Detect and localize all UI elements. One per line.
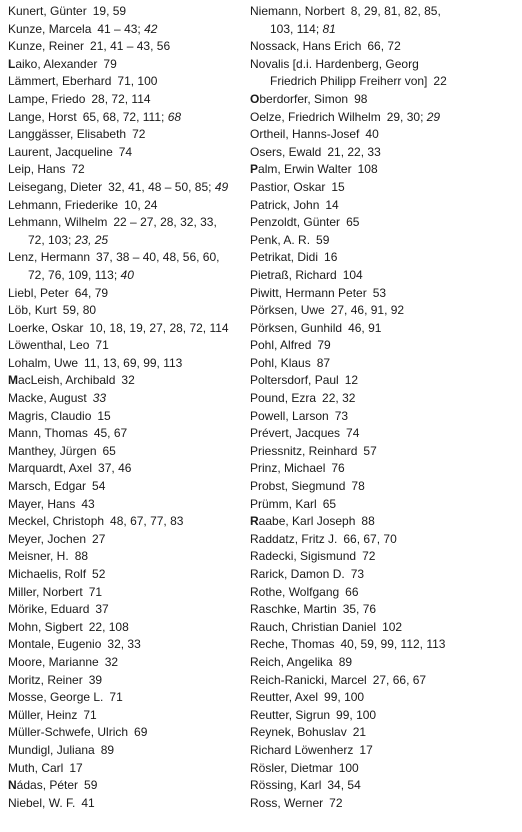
entry-name: Prümm, Karl: [250, 496, 317, 511]
entry-pages: 59: [316, 232, 330, 247]
section-initial-letter: P: [250, 162, 259, 177]
index-entry: [8, 478, 243, 496]
entry-pages: 57: [363, 443, 377, 458]
entry-name: Pohl, Klaus: [250, 355, 311, 370]
entry-pages: 73: [350, 567, 365, 581]
entry-name: Prinz, Michael: [250, 461, 326, 476]
entry-name: Lampe, Friedo: [8, 91, 86, 106]
entry-pages: 66, 67, 70: [343, 531, 397, 546]
entry-name: Lenz, Hermann: [8, 250, 91, 265]
index-entry: [8, 777, 243, 795]
entry-pages: 100: [338, 760, 359, 775]
section-initial-letter: R: [250, 514, 259, 529]
entry-pages: 71: [88, 584, 103, 599]
entry-name: Montale, Eugenio: [8, 637, 102, 652]
entry-name: Lehmann, Friederike: [8, 197, 119, 212]
entry-pages: 35, 76: [342, 602, 377, 617]
entry-name: Miller, Norbert: [8, 584, 83, 599]
entry-pages: 39: [88, 672, 103, 687]
index-entry: [250, 760, 518, 778]
entry-pages: 72: [329, 795, 343, 810]
entry-pages: 98: [354, 91, 368, 106]
entry-pages: 74: [118, 144, 133, 159]
entry-pages: 59, 80: [62, 303, 97, 318]
index-entry: [250, 724, 518, 742]
entry-pages: 32: [104, 654, 119, 669]
entry-name: Leip, Hans: [8, 162, 66, 177]
entry-pages: 29, 30;: [386, 109, 424, 124]
entry-name: Lehmann, Wilhelm: [8, 215, 108, 230]
entry-pages: 78: [351, 479, 365, 494]
index-entry: [250, 654, 518, 672]
index-entry: [250, 197, 518, 215]
entry-name: Reutter, Axel: [250, 690, 319, 705]
entry-name: Rauch, Christian Daniel: [250, 619, 377, 634]
index-entry: [250, 478, 518, 496]
entry-pages: 8, 29, 81, 82, 85,: [350, 4, 441, 18]
index-entry: [250, 408, 518, 426]
index-entry: [250, 689, 518, 707]
entry-pages-italic: 42: [144, 21, 158, 36]
entry-pages: 21, 41 – 43, 56: [90, 39, 171, 54]
index-entry: [8, 372, 243, 390]
index-entry: [250, 3, 518, 21]
index-entry: [250, 320, 518, 338]
entry-pages: 99, 100: [336, 707, 377, 722]
entry-pages: 99, 100: [324, 690, 365, 705]
index-entry: [250, 672, 518, 690]
entry-pages: 10, 18, 19, 27, 28, 72, 114: [89, 320, 229, 335]
index-entry: [8, 724, 243, 742]
entry-pages: 37: [95, 602, 109, 617]
entry-pages: 104: [342, 267, 363, 282]
index-entry: [250, 372, 518, 390]
entry-pages: 22 – 27, 28, 32, 33,: [113, 215, 217, 230]
entry-name: Rarick, Damon D.: [250, 567, 345, 581]
entry-name: Penk, A. R.: [250, 232, 311, 247]
entry-name: Kunert, Günter: [8, 4, 87, 18]
entry-name: Patrick, John: [250, 197, 320, 212]
entry-pages: 69: [134, 725, 148, 740]
index-entry: [8, 795, 243, 813]
entry-pages: 21, 22, 33: [327, 144, 381, 159]
entry-pages-italic: 40: [120, 267, 134, 282]
index-entry: [8, 337, 243, 355]
entry-name: Moritz, Reiner: [8, 672, 83, 687]
entry-name: Kunze, Reiner: [8, 39, 85, 54]
entry-name: Laurent, Jacqueline: [8, 144, 113, 159]
index-entry: [250, 267, 518, 285]
index-column-right: [250, 3, 518, 812]
entry-name: Löb, Kurt: [8, 303, 57, 318]
entry-pages: 11, 13, 69, 99, 113: [84, 355, 183, 370]
index-entry: [8, 566, 243, 584]
entry-name: Mayer, Hans: [8, 496, 76, 511]
entry-name: Pohl, Alfred: [250, 338, 312, 353]
entry-pages: 72: [71, 162, 85, 177]
entry-name: Leisegang, Dieter: [8, 179, 103, 194]
index-entry: [250, 161, 518, 179]
entry-pages: 17: [69, 760, 83, 775]
index-entry: [8, 161, 243, 179]
index-entry: [8, 214, 243, 232]
index-entry: [8, 109, 243, 127]
entry-pages: 15: [331, 179, 345, 194]
index-entry: [8, 73, 243, 91]
entry-pages: 41: [81, 795, 95, 810]
entry-name: Petrikat, Didi: [250, 250, 319, 265]
entry-pages: 88: [361, 514, 375, 529]
index-entry: [250, 531, 518, 549]
index-entry: [250, 144, 518, 162]
entry-name: berdorfer, Simon: [259, 91, 349, 106]
entry-name: Müller-Schwefe, Ulrich: [8, 725, 129, 740]
entry-name: Marquardt, Axel: [8, 461, 93, 476]
entry-pages: 22: [433, 74, 447, 89]
index-entry-continuation: [250, 73, 518, 91]
entry-name: Powell, Larson: [250, 408, 329, 423]
index-entry: [250, 443, 518, 461]
entry-pages: 65: [346, 215, 360, 230]
entry-name: Meckel, Christoph: [8, 514, 105, 529]
index-entry: [8, 636, 243, 654]
entry-pages: 40: [365, 127, 379, 142]
entry-name: Raddatz, Fritz J.: [250, 531, 338, 546]
index-entry: [250, 601, 518, 619]
index-entry: [8, 3, 243, 21]
entry-pages: 46, 91: [348, 320, 382, 335]
entry-name: Niebel, W. F.: [8, 795, 76, 810]
entry-name: Mann, Thomas: [8, 426, 88, 441]
entry-pages: 52: [92, 567, 106, 581]
entry-pages-italic: 81: [322, 21, 336, 36]
index-entry: [8, 197, 243, 215]
entry-pages: 89: [338, 654, 353, 669]
entry-name: alm, Erwin Walter: [258, 162, 352, 177]
section-initial-letter: L: [8, 56, 16, 71]
entry-name: Pastior, Oskar: [250, 179, 326, 194]
section-initial-letter: N: [8, 778, 17, 793]
entry-pages: 71: [95, 338, 109, 353]
entry-pages: 48, 67, 77, 83: [110, 514, 184, 529]
entry-name: Rothe, Wolfgang: [250, 584, 340, 599]
index-entry: [250, 636, 518, 654]
index-entry: [8, 390, 243, 408]
index-entry: [8, 689, 243, 707]
entry-pages: 64, 79: [74, 285, 109, 300]
entry-name: ádas, Péter: [16, 778, 79, 793]
entry-pages: 34, 54: [327, 778, 361, 793]
entry-pages-italic: 23, 25: [74, 232, 109, 247]
entry-pages: 65: [102, 443, 116, 458]
entry-pages-italic: 29: [426, 109, 441, 124]
entry-pages: 89: [100, 742, 115, 757]
entry-pages: 66: [345, 584, 359, 599]
entry-continuation-text: 72, 103;: [28, 232, 72, 247]
index-entry: [8, 513, 243, 531]
entry-pages: 32: [121, 373, 135, 388]
entry-pages: 12: [344, 373, 359, 388]
entry-name: Rösler, Dietmar: [250, 760, 333, 775]
entry-pages: 27, 46, 91, 92: [330, 303, 405, 318]
index-entry: [250, 302, 518, 320]
index-entry: [8, 179, 243, 197]
entry-name: Magris, Claudio: [8, 408, 92, 423]
entry-name: Osers, Ewald: [250, 144, 322, 159]
entry-pages: 19, 59: [92, 4, 127, 18]
index-entry: [8, 601, 243, 619]
section-initial-letter: O: [250, 91, 260, 106]
index-entry: [8, 760, 243, 778]
index-entry: [8, 56, 243, 74]
entry-name: aiko, Alexander: [15, 56, 98, 71]
index-entry-continuation: [8, 267, 243, 285]
entry-name: Liebl, Peter: [8, 285, 69, 300]
entry-name: Raschke, Martin: [250, 602, 337, 617]
index-column-left: [8, 3, 243, 812]
index-entry: [250, 355, 518, 373]
index-entry: [8, 126, 243, 144]
entry-pages: 71: [109, 690, 123, 705]
entry-pages: 53: [372, 285, 387, 300]
index-entry: [8, 249, 243, 267]
index-entry: [250, 126, 518, 144]
entry-pages: 14: [325, 197, 339, 212]
entry-pages: 72: [132, 127, 146, 142]
entry-name: Mosse, George L.: [8, 690, 104, 705]
entry-name: Reich-Ranicki, Marcel: [250, 672, 367, 687]
index-entry: [250, 249, 518, 267]
index-entry: [250, 214, 518, 232]
entry-name: Moore, Marianne: [8, 654, 99, 669]
entry-pages: 108: [357, 162, 378, 177]
index-entry: [8, 531, 243, 549]
entry-pages-italic: 49: [214, 179, 229, 194]
entry-pages: 79: [103, 56, 117, 71]
entry-name: Marsch, Edgar: [8, 479, 87, 494]
index-entry: [250, 56, 518, 74]
entry-name: Mörike, Eduard: [8, 602, 90, 617]
index-entry: [8, 425, 243, 443]
index-entry: [250, 566, 518, 584]
index-entry-continuation: [8, 232, 243, 250]
entry-name: Lange, Horst: [8, 109, 77, 124]
entry-pages: 22, 32: [322, 391, 356, 406]
entry-pages: 17: [359, 742, 373, 757]
entry-pages: 27: [92, 531, 106, 546]
entry-name: Müller, Heinz: [8, 707, 78, 722]
entry-pages: 87: [316, 355, 331, 370]
index-entry: [250, 742, 518, 760]
index-entry: [8, 654, 243, 672]
index-entry: [250, 390, 518, 408]
entry-pages: 88: [74, 549, 89, 564]
entry-name: Mohn, Sigbert: [8, 619, 83, 634]
index-entry: [8, 91, 243, 109]
entry-name: Meisner, H.: [8, 549, 69, 564]
entry-name: Pörksen, Gunhild: [250, 320, 343, 335]
entry-name: Mundigl, Juliana: [8, 742, 95, 757]
entry-name: Oelze, Friedrich Wilhelm: [250, 109, 381, 124]
entry-name: Piwitt, Hermann Peter: [250, 285, 367, 300]
index-entry-continuation: [250, 21, 518, 39]
entry-pages: 32, 33: [107, 637, 141, 652]
index-entry: [8, 707, 243, 725]
entry-name: Poltersdorf, Paul: [250, 373, 339, 388]
entry-name: Michaelis, Rolf: [8, 567, 87, 581]
index-entry: [250, 232, 518, 250]
entry-pages: 71, 100: [117, 74, 158, 89]
entry-name: Lämmert, Eberhard: [8, 74, 112, 89]
entry-name: Penzoldt, Günter: [250, 215, 341, 230]
entry-name: Macke, August: [8, 391, 87, 406]
entry-name: Reutter, Sigrun: [250, 707, 331, 722]
entry-pages: 73: [334, 408, 349, 423]
index-entry: [250, 285, 518, 303]
index-entry: [8, 548, 243, 566]
index-entry: [8, 285, 243, 303]
entry-pages: 22, 108: [88, 619, 129, 634]
entry-name: Pietraß, Richard: [250, 267, 337, 282]
index-entry: [250, 496, 518, 514]
index-entry: [8, 320, 243, 338]
index-entry: [250, 425, 518, 443]
section-initial-letter: M: [8, 373, 18, 388]
entry-pages: 45, 67: [93, 426, 128, 441]
index-entry: [8, 38, 243, 56]
entry-pages: 65: [322, 496, 337, 511]
entry-name: Loerke, Oskar: [8, 320, 84, 335]
entry-pages-italic: 68: [167, 109, 182, 124]
entry-name: Ortheil, Hanns-Josef: [250, 127, 360, 142]
entry-pages: 40, 59, 99, 112, 113: [340, 637, 446, 652]
entry-pages: 59: [84, 778, 98, 793]
index-entry: [8, 21, 243, 39]
index-entry: [250, 548, 518, 566]
entry-name: Pound, Ezra: [250, 391, 317, 406]
entry-continuation-text: 103, 114;: [270, 21, 320, 36]
entry-name: Lohalm, Uwe: [8, 355, 79, 370]
entry-name: Rössing, Karl: [250, 778, 322, 793]
index-entry: [8, 302, 243, 320]
index-entry: [8, 144, 243, 162]
index-entry: [8, 443, 243, 461]
entry-name: Reche, Thomas: [250, 637, 335, 652]
entry-pages: 72: [362, 549, 376, 564]
index-entry: [8, 619, 243, 637]
index-entry: [8, 408, 243, 426]
entry-pages: 41 – 43;: [97, 21, 141, 36]
entry-name: Richard Löwenherz: [250, 742, 354, 757]
entry-name: Reich, Angelika: [250, 654, 333, 669]
index-entry: [250, 38, 518, 56]
entry-pages: 16: [324, 250, 338, 265]
entry-name: Pörksen, Uwe: [250, 303, 325, 318]
entry-pages: 21: [352, 725, 367, 740]
index-entry: [8, 496, 243, 514]
entry-name: Reynek, Bohuslav: [250, 725, 347, 740]
entry-pages: 54: [92, 479, 106, 494]
entry-pages: 28, 72, 114: [91, 91, 151, 106]
entry-pages-italic: 33: [92, 391, 107, 406]
entry-pages: 32, 41, 48 – 50, 85;: [108, 179, 212, 194]
index-entry: [8, 460, 243, 478]
entry-pages: 74: [346, 426, 360, 441]
entry-continuation-text: Friedrich Philipp Freiherr von]: [270, 74, 428, 89]
entry-pages: 43: [81, 496, 95, 511]
index-entry: [250, 513, 518, 531]
index-entry: [250, 109, 518, 127]
entry-name: Probst, Siegmund: [250, 479, 346, 494]
index-entry: [8, 672, 243, 690]
entry-name: aabe, Karl Joseph: [258, 514, 356, 529]
entry-name: Kunze, Marcela: [8, 21, 92, 36]
index-entry: [250, 91, 518, 109]
entry-continuation-text: 72, 76, 109, 113;: [28, 267, 118, 282]
entry-name: acLeish, Archibald: [18, 373, 116, 388]
entry-name: Ross, Werner: [250, 795, 324, 810]
index-entry: [8, 355, 243, 373]
entry-name: Meyer, Jochen: [8, 531, 87, 546]
entry-pages: 65, 68, 72, 111;: [82, 109, 165, 124]
entry-pages: 37, 46: [98, 461, 132, 476]
entry-name: Manthey, Jürgen: [8, 443, 97, 458]
entry-name: Nossack, Hans Erich: [250, 39, 362, 54]
index-entry: [250, 707, 518, 725]
index-entry: [250, 337, 518, 355]
entry-pages: 71: [83, 707, 97, 722]
entry-name: Priessnitz, Reinhard: [250, 443, 358, 458]
entry-name: Löwenthal, Leo: [8, 338, 90, 353]
entry-name: Muth, Carl: [8, 760, 64, 775]
index-entry: [250, 777, 518, 795]
index-entry: [8, 742, 243, 760]
entry-pages: 102: [382, 619, 403, 634]
entry-pages: 66, 72: [367, 39, 401, 54]
entry-pages: 27, 66, 67: [372, 672, 427, 687]
entry-name: Prévert, Jacques: [250, 426, 341, 441]
entry-name: Radecki, Sigismund: [250, 549, 357, 564]
entry-name: Langgässer, Elisabeth: [8, 127, 127, 142]
entry-pages: 76: [331, 461, 345, 476]
entry-name: Novalis [d.i. Hardenberg, Georg: [250, 56, 419, 71]
entry-name: Niemann, Norbert: [250, 4, 345, 18]
entry-pages: 10, 24: [124, 197, 158, 212]
index-entry: [250, 584, 518, 602]
index-entry: [250, 795, 518, 813]
index-entry: [250, 619, 518, 637]
entry-pages: 37, 38 – 40, 48, 56, 60,: [96, 250, 220, 265]
index-entry: [250, 460, 518, 478]
index-entry: [250, 179, 518, 197]
index-entry: [8, 584, 243, 602]
entry-pages: 15: [97, 408, 111, 423]
entry-pages: 79: [317, 338, 331, 353]
